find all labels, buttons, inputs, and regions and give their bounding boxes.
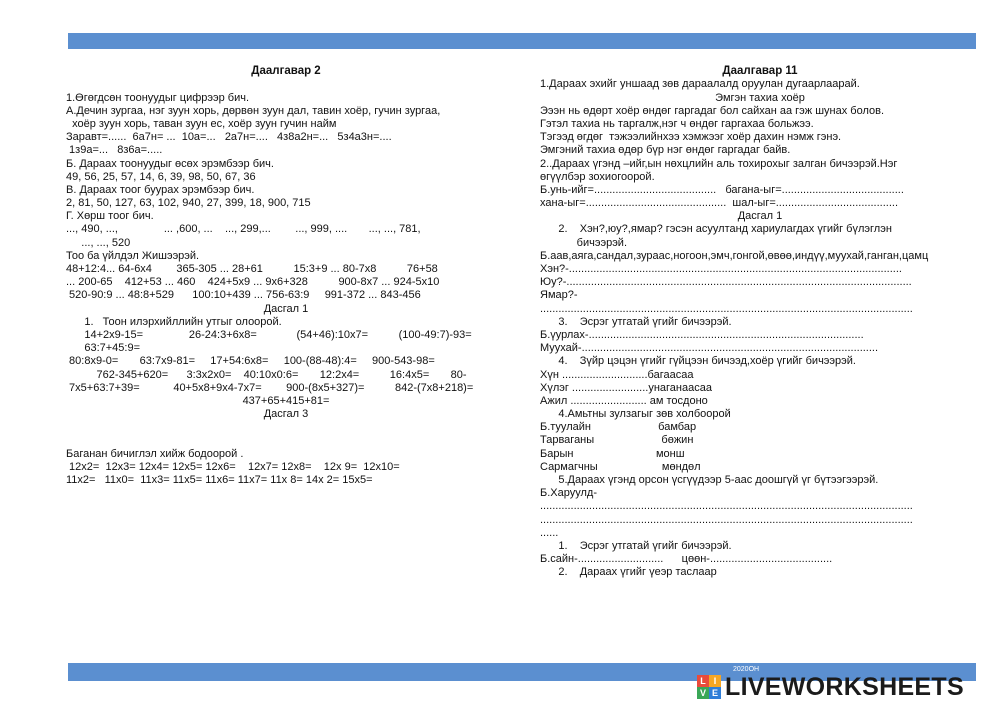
right-line: Тэгээд өгдөг тэжээлийнхээ хэмжээг хоёр дахин нэмж гэнэ.: [540, 131, 842, 144]
right-line: Тарваганы бөжин: [540, 434, 694, 447]
left-line: 49, 56, 25, 57, 14, 6, 39, 98, 50, 67, 36: [66, 170, 256, 183]
logo-icon: [697, 675, 721, 699]
right-line: бичээрэй.: [540, 236, 628, 249]
left-line: Тоо ба үйлдэл Жишээрэй.: [66, 249, 200, 262]
right-line: Даалгавар 11: [722, 65, 798, 78]
left-line: [66, 78, 506, 91]
left-line: Г. Хөрш тоог бич.: [66, 210, 154, 223]
right-line: 4.Амьтны зулзагыг зөв холбоорой: [540, 408, 731, 421]
left-line: ..., 490, ..., ... ,600, ... ..., 299,... ..., 999, .... ..., ..., 781,: [66, 223, 421, 236]
right-line: [540, 52, 980, 65]
right-line: Юу?-.................................................................................................................: [540, 276, 912, 289]
right-line: Б.үурлах-..........................................................................................: [540, 328, 864, 341]
left-line: 437+65+415+81=: [242, 394, 330, 407]
logo-letter: L: [697, 675, 709, 687]
right-line: Ажил ......................... ам тосдоно: [540, 394, 708, 407]
right-column-daalgavar-11: [540, 52, 980, 580]
left-line: ..., ..., 520: [66, 236, 131, 249]
logo-letter: E: [709, 687, 721, 699]
left-line: 7x5+63:7+39= 40+5x8+9x4-7x7= 900-(8x5+327)= 842-(7x8+218)=: [66, 381, 474, 394]
left-line: Даалгавар 2: [251, 65, 321, 78]
left-line: хоёр зуун хорь, таван зуун ес, хоёр зуун гучин найм: [66, 117, 337, 130]
left-line: В. Дараах тоог буурах эрэмбээр бич.: [66, 183, 255, 196]
left-line: [66, 421, 506, 434]
right-line: Гэтэл тахиа нь таргалж,нэг ч өндөг гаргахаа больжээ.: [540, 117, 814, 130]
right-line: Хүн ............................багаасаа: [540, 368, 694, 381]
top-blue-bar: [68, 33, 976, 49]
right-line: Эээн нь өдөрт хоёр өндөг гаргадаг бол сайхан аа гэж шунах болов.: [540, 104, 885, 117]
right-line: Дасгал 1: [737, 210, 783, 223]
right-line: Муухай-.................................................................................................: [540, 342, 879, 355]
left-line: Дасгал 3: [263, 408, 309, 421]
right-line: 1.Дараах эхийг уншаад зөв дараалалд оруулан дугаарлаарай.: [540, 78, 860, 91]
right-line: Сармагчны мөндөл: [540, 460, 701, 473]
left-line: 80:8x9-0= 63:7x9-81= 17+54:6x8= 100-(88-48):4= 900-543-98=: [66, 355, 435, 368]
footer-year: 2020ОН: [733, 666, 760, 673]
right-line: Эмгэн тахиа хоёр: [715, 91, 805, 104]
left-line: А.Дечин зургаа, нэг зуун хорь, дөрвөн зуун дал, тавин хоёр, гучин зургаа,: [66, 104, 441, 117]
left-line: 11x2= 11x0= 11x3= 11x5= 11x6= 11x7= 11x 8= 14x 2= 15x5=: [66, 474, 373, 486]
logo-letter: I: [709, 675, 721, 687]
left-line: Дасгал 1: [263, 302, 309, 315]
left-line: ... 200-65 412+53 ... 460 424+5x9 ... 9x6+328 900-8x7 ... 924-5x10: [66, 276, 440, 289]
right-line: ..........................................................................................................................: [540, 302, 913, 315]
right-line: ..........................................................................................................................: [540, 513, 913, 526]
right-line: хана-ыг=.............................................. шал-ыг=........................................: [540, 197, 898, 210]
brand-name: LIVEWORKSHEETS: [725, 672, 964, 701]
right-line: Хүлэг .........................унаганаасаа: [540, 381, 712, 394]
left-line: 1. Тоон илэрхийллийн утгыг олоорой.: [66, 315, 282, 328]
liveworksheets-logo[interactable]: [697, 672, 964, 702]
left-line: [66, 434, 506, 447]
right-line: Эмгэний тахиа өдөр бүр нэг өндөг гаргадаг байв.: [540, 144, 791, 157]
left-line: 1.Өгөгдсөн тоонуудыг цифрээр бич.: [66, 91, 250, 104]
right-line: Б.сайн-............................ цөөн-........................................: [540, 553, 833, 566]
left-line: Баганан бичиглэл хийж бодоорой .: [66, 447, 244, 460]
right-line: Ямар?-: [540, 289, 578, 302]
left-line: 762-345+620= 3:3x2x0= 40:10x0:6= 12:2x4= 16:4x5= 80-: [66, 368, 467, 381]
logo-letter: V: [697, 687, 709, 699]
left-line: Б. Дараах тоонуудыг өсөх эрэмбээр бич.: [66, 157, 274, 170]
right-line: Б.аав,аяга,сандал,зураас,ногоон,эмч,гонгой,өвөө,индүү,муухай,ганган,цамц: [540, 249, 929, 262]
left-line: 48+12:4... 64-6x4 365-305 ... 28+61 15:3+9 ... 80-7x8 76+58: [66, 263, 438, 275]
right-line: 1. Эсрэг утгатай үгийг бичээрэй.: [540, 539, 732, 552]
right-line: 2. Хэн?,юу?,ямар? гэсэн асуултанд хариулагдах үгийг бүлэглэн: [540, 223, 892, 236]
right-line: 2..Дараах үгэнд –ийг,ын нөхцлийн аль тохирохыг залган бичээрэй.Нэг: [540, 157, 898, 170]
right-line: Хэн?-.............................................................................................................: [540, 263, 902, 275]
right-line: Б.туулайн бамбар: [540, 421, 697, 434]
left-line: 14+2x9-15= 26-24:3+6x8= (54+46):10x7= (100-49:7)-93=: [66, 328, 472, 341]
left-line: 520-90:9 ... 48:8+529 100:10+439 ... 756-63:9 991-372 ... 843-456: [66, 289, 421, 302]
right-line: 5.Дараах үгэнд орсон үсгүүдээр 5-аас доошгүй үг бүтээгээрэй.: [540, 474, 879, 486]
left-column-daalgavar-2: [66, 52, 506, 487]
left-line: 2, 81, 50, 127, 63, 102, 940, 27, 399, 18, 900, 715: [66, 197, 311, 210]
right-line: Б.Харуулд-: [540, 487, 597, 500]
right-line: өгүүлбэр зохиогоорой.: [540, 170, 655, 183]
left-line: [66, 52, 506, 65]
left-line: 63:7+45:9=: [66, 342, 141, 355]
right-line: ..........................................................................................................................: [540, 500, 913, 513]
right-line: Б.унь-ийг=........................................ багана-ыг=........................................: [540, 183, 904, 196]
left-line: Заравт=...... 6а7н= ... 10а=... 2а7н=.... 4з8а2н=... 5з4а3н=....: [66, 131, 392, 144]
right-line: 4. Зүйр цэцэн үгийг гүйцээн бичээд,хоёр үгийг бичээрэй.: [540, 355, 856, 368]
left-line: 12x2= 12x3= 12x4= 12x5= 12x6= 12x7= 12x8= 12x 9= 12x10=: [66, 460, 400, 473]
right-line: 2. Дараах үгийг үеэр таслаар: [540, 566, 717, 579]
left-line: 1з9а=... 8з6а=.....: [66, 144, 163, 157]
right-line: ......: [540, 526, 559, 539]
right-line: 3. Эсрэг утгатай үгийг бичээрэй.: [540, 315, 732, 328]
right-line: Барын монш: [540, 447, 685, 460]
